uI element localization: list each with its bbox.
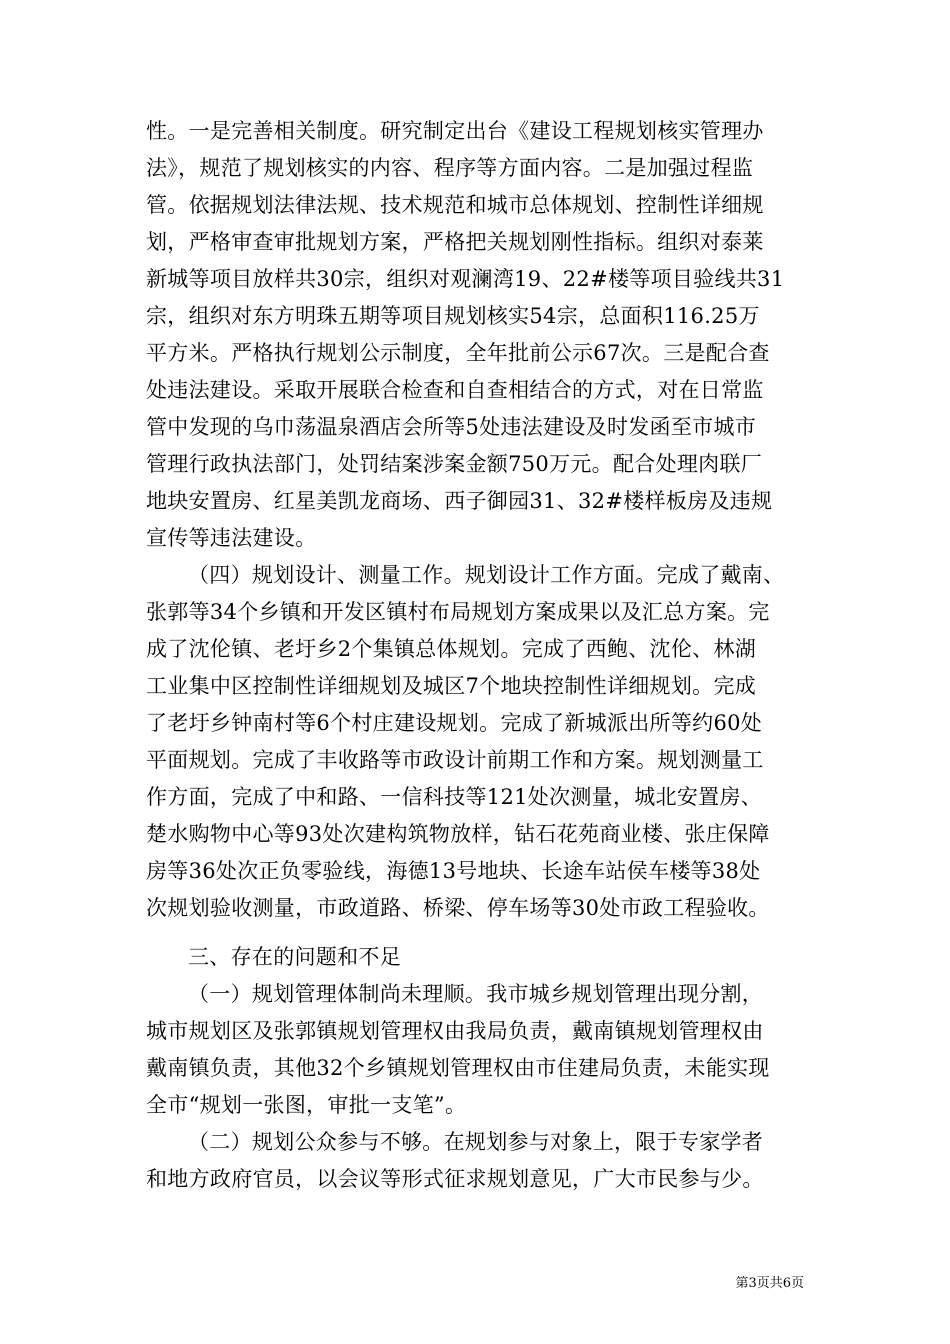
body-line: 张郭等34个乡镇和开发区镇村布局规划方案成果以及汇总方案。完 — [146, 600, 770, 624]
body-line: 管理行政执法部门，处罚结案涉案金额750万元。配合处理肉联厂 — [146, 452, 763, 476]
body-line: 处违法建设。采取开展联合检查和自查相结合的方式，对在日常监 — [146, 378, 764, 402]
body-line: 戴南镇负责，其他32个乡镇规划管理权由市住建局负责，未能实现 — [146, 1056, 770, 1080]
body-line: 和地方政府官员，以会议等形式征求规划意见，广大市民参与少。 — [146, 1167, 764, 1191]
body-line: 次规划验收测量，市政道路、桥梁、停车场等30处市政工程验收。 — [146, 896, 770, 920]
body-line: 平方米。严格执行规划公示制度，全年批前公示67次。三是配合查 — [146, 341, 770, 365]
section-heading: （一）规划管理体制尚未理顺。我市城乡规划管理出现分割， — [188, 982, 764, 1006]
body-line: 宣传等违法建设。 — [146, 526, 317, 550]
body-line: 管中发现的乌巾荡温泉酒店会所等5处违法建设及时发函至市城市 — [146, 415, 757, 439]
chapter-heading: 三、存在的问题和不足 — [188, 945, 401, 969]
section-heading: （二）规划公众参与不够。在规划参与对象上，限于专家学者 — [188, 1130, 764, 1154]
body-line: 房等36处次正负零验线，海德13号地块、长途车站侯车楼等38处 — [146, 859, 761, 883]
body-line: 了老圩乡钟南村等6个村庄建设规划。完成了新城派出所等约60处 — [146, 711, 763, 735]
body-line: 地块安置房、红星美凯龙商场、西子御园31、32#楼样板房及违规 — [146, 489, 773, 513]
body-line: 新城等项目放样共30宗，组织对观澜湾19、22#楼等项目验线共31 — [146, 267, 785, 291]
body-line: 宗，组织对东方明珠五期等项目规划核实54宗，总面积116.25万 — [146, 304, 760, 328]
body-line: 工业集中区控制性详细规划及城区7个地块控制性详细规划。完成 — [146, 674, 757, 698]
body-line: 全市“规划一张图，审批一支笔”。 — [146, 1093, 467, 1117]
body-line: 作方面，完成了中和路、一信科技等121处次测量，城北安置房、 — [146, 785, 763, 809]
body-line: 划，严格审查审批规划方案，严格把关规划刚性指标。组织对泰莱 — [146, 230, 764, 254]
body-line: 成了沈伦镇、老圩乡2个集镇总体规划。完成了西鲍、沈伦、林湖 — [146, 637, 757, 661]
section-heading: （四）规划设计、测量工作。规划设计工作方面。完成了戴南、 — [188, 563, 785, 587]
body-line: 楚水购物中心等93处次建构筑物放样，钻石花苑商业楼、张庄保障 — [146, 822, 770, 846]
body-line: 性。一是完善相关制度。研究制定出台《建设工程规划核实管理办 — [146, 119, 764, 143]
body-line: 平面规划。完成了丰收路等市政设计前期工作和方案。规划测量工 — [146, 748, 764, 772]
body-line: 城市规划区及张郭镇规划管理权由我局负责，戴南镇规划管理权由 — [146, 1019, 764, 1043]
page-number: 第3页共6页 — [735, 1276, 804, 1291]
body-line: 管。依据规划法律法规、技术规范和城市总体规划、控制性详细规 — [146, 193, 764, 217]
body-line: 法》，规范了规划核实的内容、程序等方面内容。二是加强过程监 — [146, 156, 754, 180]
